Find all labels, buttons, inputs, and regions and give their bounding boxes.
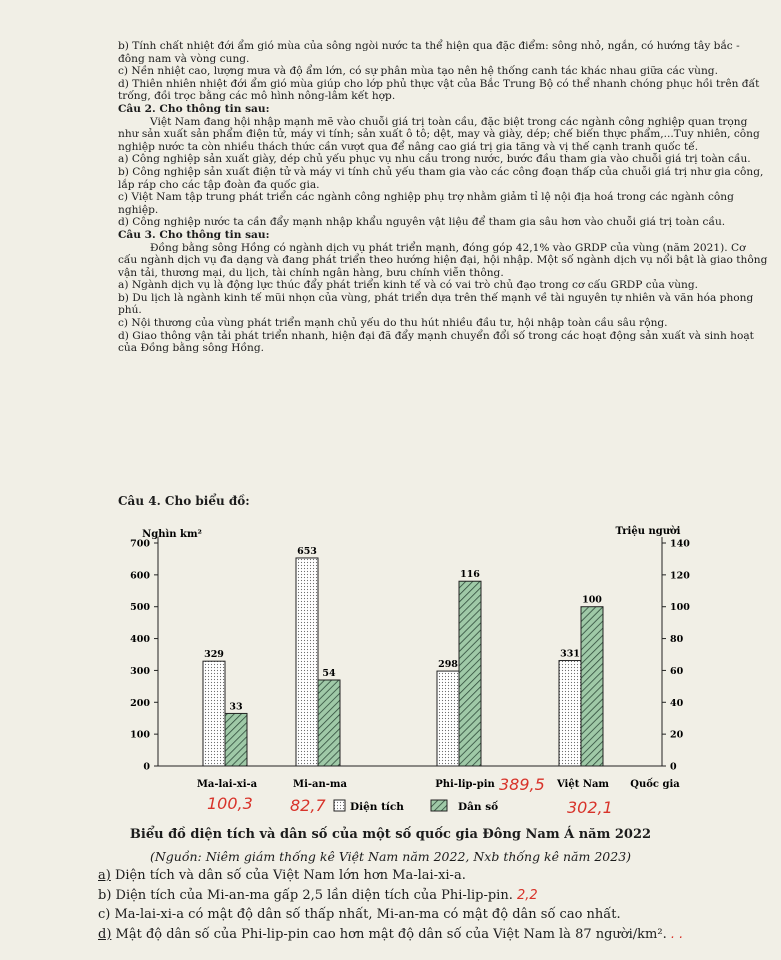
left-axis-tick-label: 0 xyxy=(143,761,150,773)
right-axis-tick-label: 100 xyxy=(670,602,690,614)
right-axis-tick-label: 40 xyxy=(670,697,684,709)
q3-body: Đồng bằng sông Hồng có ngành dịch vụ phát triển mạnh, đóng góp 42,1% vào GRDP của vùng (năm 2021). Cơ cấu ngành dịch vụ đa dạng và đang phát triển theo hướng hiện đại, hội nhập. Một số ngành dịch vụ nổi bật là giao thông vận tải, thương mại, du lịch, tài chính ngân hàng, bưu chính viễn thông. xyxy=(118,241,768,279)
bar-population xyxy=(581,607,603,766)
left-axis-tick-label: 200 xyxy=(130,697,150,709)
handwritten-note: 100,3 xyxy=(207,794,253,813)
bar-area xyxy=(296,558,318,766)
q2-body: Việt Nam đang hội nhập mạnh mẽ vào chuỗi giá trị toàn cầu, đặc biệt trong các ngành công nghiệp quan trọng như sản xuất sản phẩm điện tử, máy vi tính; sản xuất ô tô; dệt, may và giày, dép; chế biến thực phẩm,...Tuy nhiên, công nghiệp nước ta còn nhiều thách thức cần vượt qua để nâng cao giá trị gia tăng và vị thế cạnh tranh quốc tế. xyxy=(118,115,760,153)
left-axis-tick-label: 300 xyxy=(130,665,150,677)
bar-area-value: 331 xyxy=(560,648,580,660)
bar-area-value: 329 xyxy=(204,649,224,661)
bar-population-value: 100 xyxy=(582,594,602,606)
legend-swatch-population xyxy=(431,800,447,811)
left-axis-tick-label: 700 xyxy=(130,538,150,550)
q2-statement-b: b) Công nghiệp sản xuất điện tử và máy vi tính chủ yếu tham gia vào các công đoạn thấp của chuỗi giá trị như gia công, lắp ráp cho các tập đoàn đa quốc gia. xyxy=(118,165,764,191)
right-axis-tick-label: 120 xyxy=(670,570,690,582)
handwritten-note: 302,1 xyxy=(567,798,613,817)
q4-statement-a xyxy=(98,866,768,886)
q1-statement-c: c) Nền nhiệt cao, lượng mưa và độ ẩm lớn, có sự phân mùa tạo nên hệ thống canh tác khác nhau giữa các vùng. xyxy=(118,65,718,78)
handwritten-note-d: . . xyxy=(670,926,684,942)
q4-text-c: c) Ma-lai-xi-a có mật độ dân số thấp nhất, Mi-an-ma có mật độ dân số cao nhất. xyxy=(98,907,621,922)
right-axis-label: Triệu người xyxy=(615,526,681,537)
bar-population-value: 33 xyxy=(229,701,243,713)
bar-population-value: 54 xyxy=(322,667,336,679)
right-axis-tick-label: 0 xyxy=(670,761,677,773)
right-axis-tick-label: 140 xyxy=(670,538,690,550)
left-axis-label: Nghìn km² xyxy=(142,529,202,540)
category-label: Ma-lai-xi-a xyxy=(196,779,258,790)
q4-label-a: a) xyxy=(98,868,111,883)
chart-title: Biểu đồ diện tích và dân số của một số quốc gia Đông Nam Á năm 2022 xyxy=(129,827,652,842)
left-axis-tick-label: 600 xyxy=(130,570,150,582)
right-axis-tick-label: 60 xyxy=(670,665,684,677)
bar-population xyxy=(459,581,481,766)
category-label: Việt Nam xyxy=(556,779,610,790)
q2-statement-d: d) Công nghiệp nước ta cần đẩy mạnh nhập khẩu nguyên vật liệu để tham gia sâu hơn vào chuỗi giá trị toàn cầu. xyxy=(118,216,726,229)
handwritten-note: 389,5 xyxy=(499,775,545,794)
legend-swatch-area xyxy=(334,800,345,811)
right-axis-tick-label: 80 xyxy=(670,634,684,646)
bar-population xyxy=(225,713,247,766)
bar-area-value: 653 xyxy=(297,545,317,557)
left-axis-tick-label: 500 xyxy=(130,602,150,614)
q4-text-a: Diện tích và dân số của Việt Nam lớn hơn Ma-lai-xi-a. xyxy=(110,868,466,883)
q4-label-d: d) xyxy=(98,926,112,942)
bar-area xyxy=(559,661,581,766)
q3-statement-d: d) Giao thông vận tải phát triển nhanh, hiện đại đã đẩy mạnh chuyển đổi số trong các hoạt động sản xuất và sinh hoạt của Đồng bằng sông Hồng. xyxy=(118,329,754,355)
q2-statement-a: a) Công nghiệp sản xuất giày, dép chủ yếu phục vụ nhu cầu trong nước, bước đầu tham gia vào chuỗi giá trị toàn cầu. xyxy=(118,153,751,166)
legend-label-area: Diện tích xyxy=(350,801,404,813)
bar-area-value: 298 xyxy=(438,659,458,671)
bar-area xyxy=(437,671,459,766)
q4-statement-d xyxy=(98,925,768,945)
q4-statement-c xyxy=(98,905,768,925)
category-label: Phi-lip-pin xyxy=(435,779,495,790)
right-axis-tick-label: 20 xyxy=(670,729,684,741)
bar-population-value: 116 xyxy=(460,569,480,581)
q3-statement-a: a) Ngành dịch vụ là động lực thúc đẩy phát triển kinh tế và có vai trò chủ đạo trong cơ cấu GRDP của vùng. xyxy=(118,279,699,292)
left-axis-tick-label: 400 xyxy=(130,634,150,646)
q3-statement-c: c) Nội thương của vùng phát triển mạnh chủ yếu do thu hút nhiều đầu tư, hội nhập toàn cầu sâu rộng. xyxy=(118,317,668,330)
q4-text-d: Mật độ dân số của Phi-lip-pin cao hơn mật độ dân số của Việt Nam là 87 người/km². xyxy=(111,926,667,942)
x-axis-label: Quốc gia xyxy=(630,779,680,790)
handwritten-note-b: 2,2 xyxy=(516,887,538,903)
category-label: Mi-an-ma xyxy=(293,779,347,790)
q2-statement-c: c) Việt Nam tập trung phát triển các ngành công nghiệp phụ trợ nhằm giảm tỉ lệ nội địa hoá trong các ngành công nghiệp. xyxy=(118,191,734,216)
q4-text-b: b) Diện tích của Mi-an-ma gấp 2,5 lần diện tích của Phi-lip-pin. xyxy=(98,887,513,903)
q1-statement-d: d) Thiên nhiên nhiệt đới ẩm gió mùa giúp cho lớp phủ thực vật của Bắc Trung Bộ có thể nhanh chóng phục hồi trên đất trống, đồi trọc bằng các mô hình nông-lâm kết hợp. xyxy=(118,77,760,103)
q3-title: Câu 3. Cho thông tin sau: xyxy=(118,228,270,241)
left-axis-tick-label: 100 xyxy=(130,729,150,741)
q4-statement-b xyxy=(98,886,768,906)
bar-area xyxy=(203,661,225,766)
q1-statement-b: b) Tính chất nhiệt đới ẩm gió mùa của sông ngòi nước ta thể hiện qua đặc điểm: sông nhỏ, ngắn, có hướng tây bắc - đông nam và vòng cung. xyxy=(118,40,740,65)
bar-population xyxy=(318,680,340,766)
chart-source: (Nguồn: Niêm giám thống kê Việt Nam năm 2022, Nxb thống kê năm 2023) xyxy=(149,849,632,864)
q3-statement-b: b) Du lịch là ngành kinh tế mũi nhọn của vùng, phát triển dựa trên thế mạnh về tài nguyên tự nhiên và văn hóa phong phú. xyxy=(118,291,754,317)
legend-label-population: Dân số xyxy=(458,801,499,813)
q4-title: Câu 4. Cho biểu đồ: xyxy=(118,494,250,508)
q4-statements xyxy=(98,866,768,944)
q2-title: Câu 2. Cho thông tin sau: xyxy=(118,102,270,115)
handwritten-note: 82,7 xyxy=(290,796,326,815)
